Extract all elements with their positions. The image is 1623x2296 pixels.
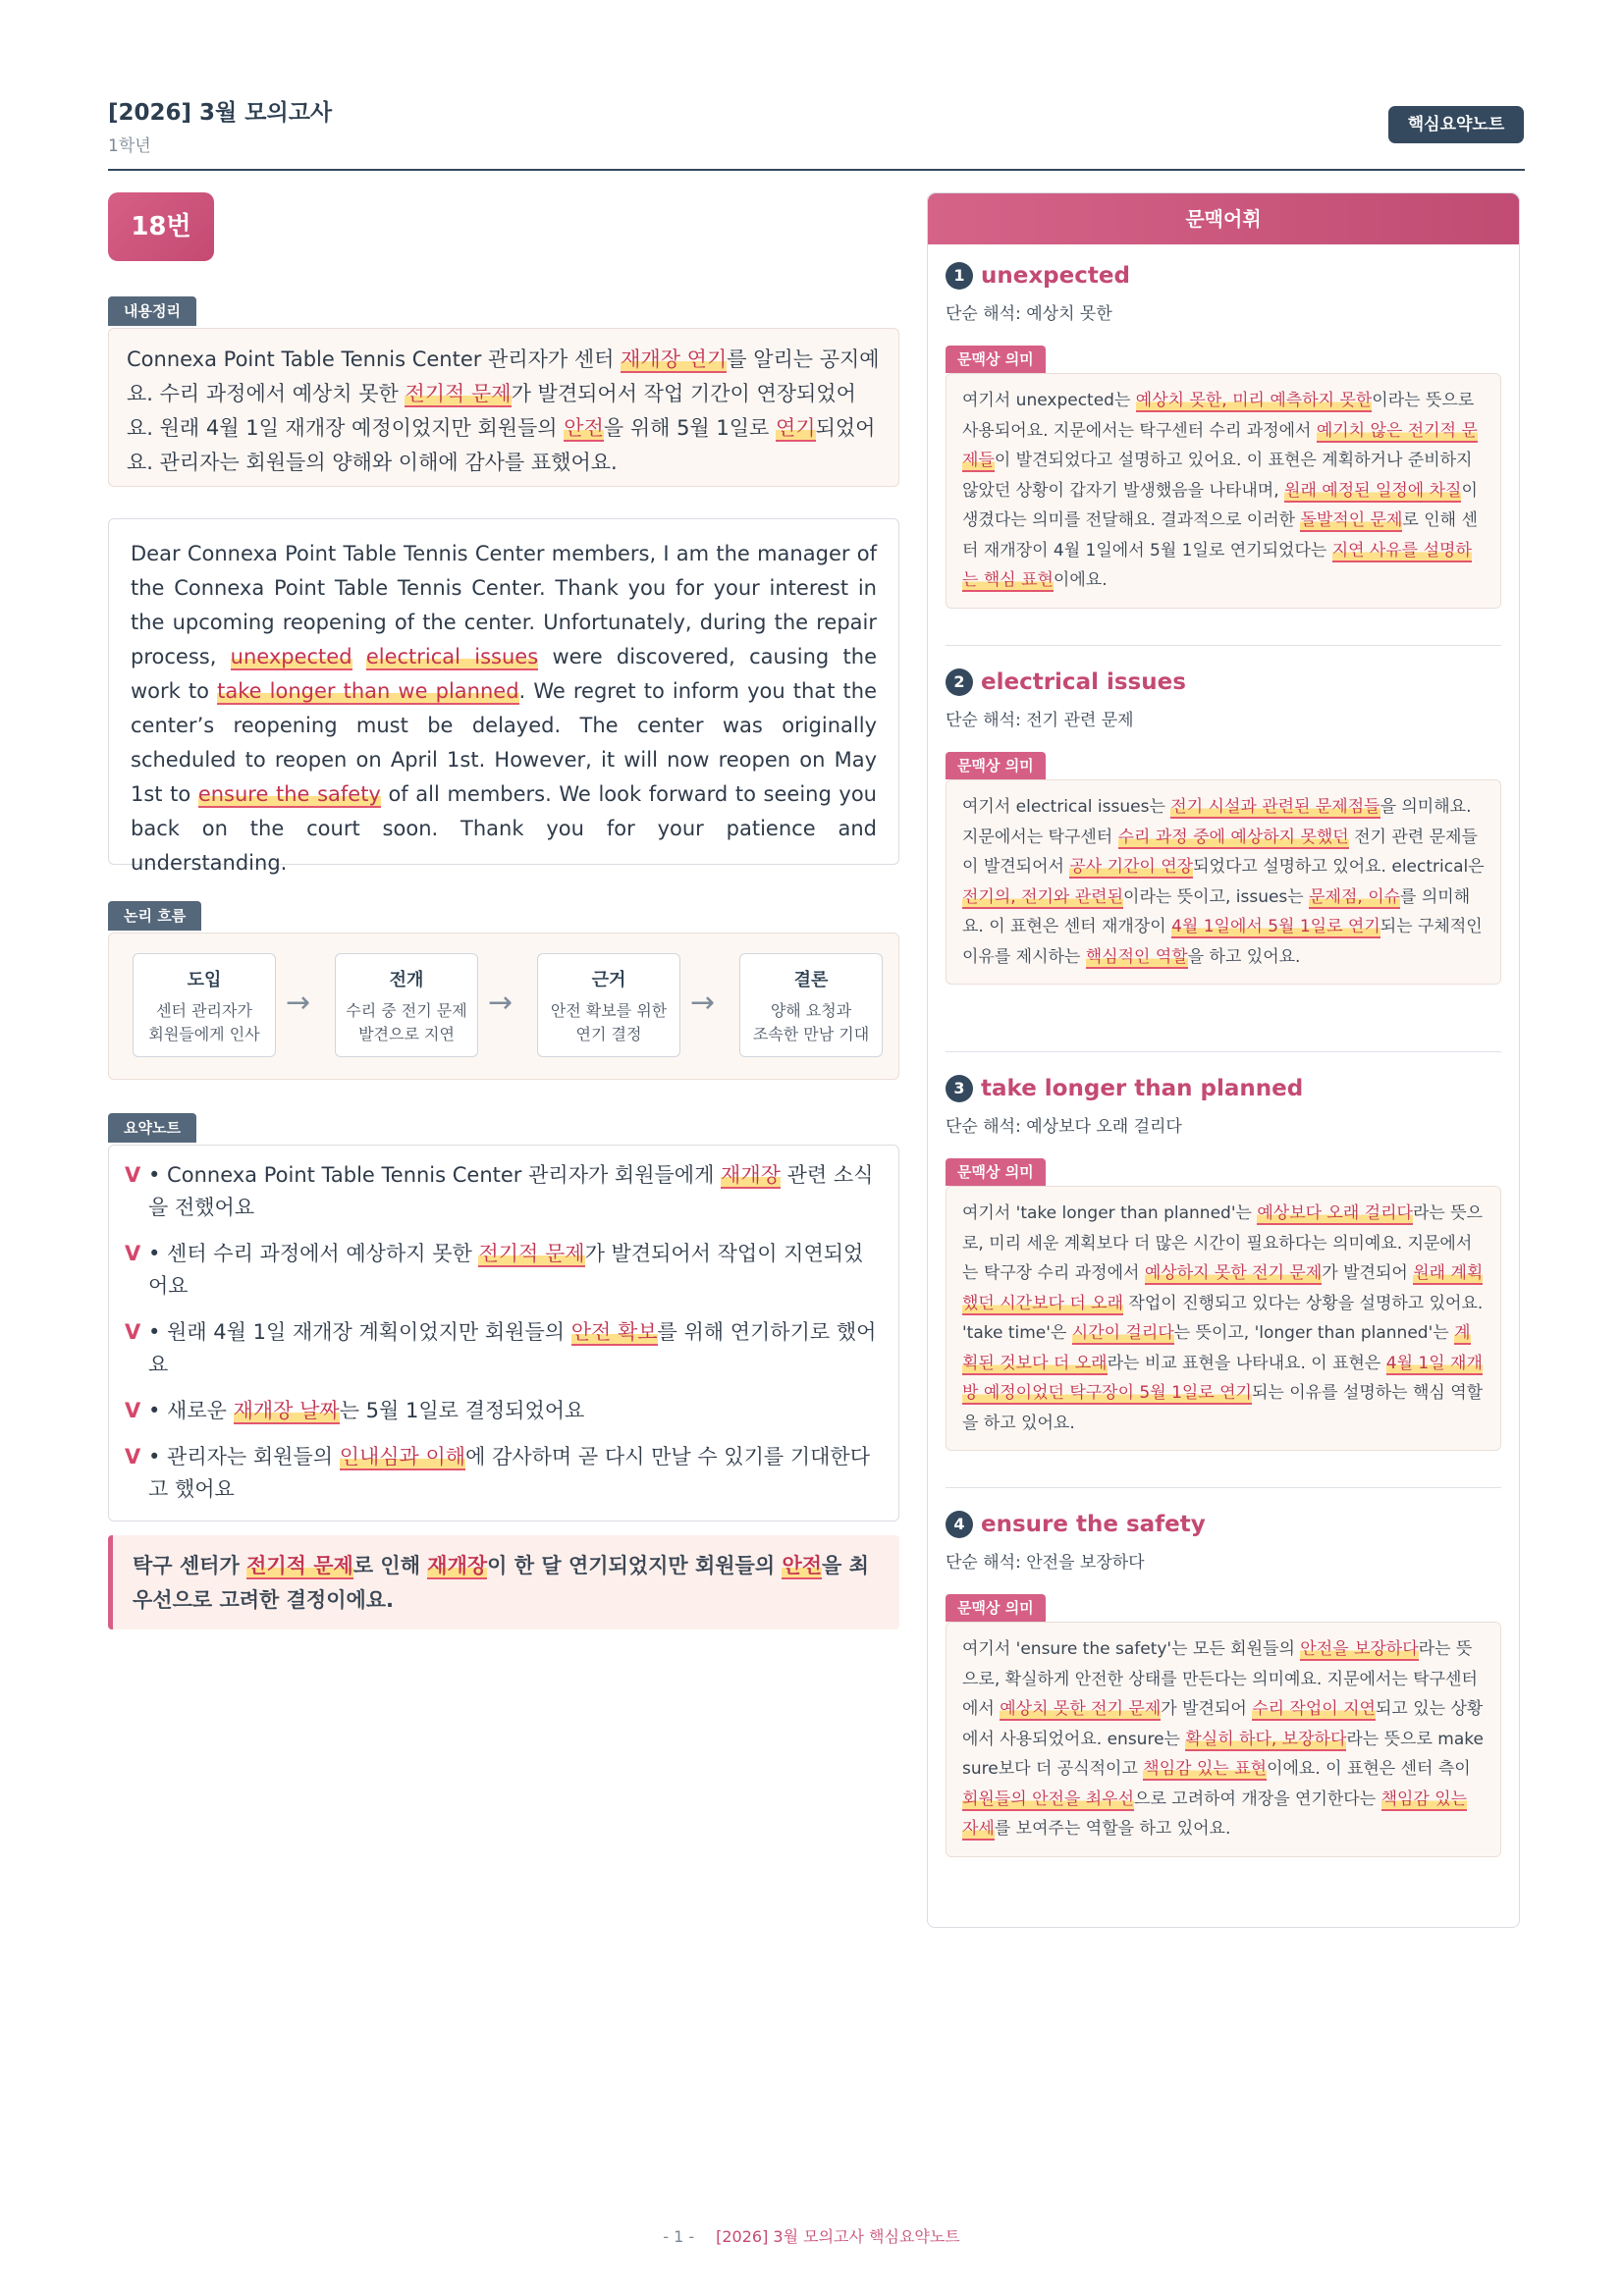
context-text: 이라는 뜻으로 사용되어요. 지문에서는 탁구센터 수리 과정에서: [962, 391, 1475, 441]
vocab-number: 4: [946, 1511, 973, 1538]
context-text: 라는 뜻으로 make sure보다 더 공식적이고: [962, 1729, 1484, 1779]
vocab-number: 2: [946, 668, 973, 696]
context-text: 을 의미해요. 지문에서는 탁구센터: [962, 797, 1472, 847]
context-text: 되는 구체적인 이유를 제시하는: [962, 917, 1483, 967]
footer-title: [2026] 3월 모의고사 핵심요약노트: [716, 2227, 960, 2246]
note-item: V • 관리자는 회원들의 인내심과 이해에 감사하며 곧 다시 만날 수 있기를 기대한다고 했어요: [125, 1441, 883, 1506]
flow-step-desc: 안전 확보를 위한 연기 결정: [550, 1001, 668, 1043]
context-highlight: 수리 작업이 지연: [1252, 1699, 1376, 1719]
english-passage: [108, 518, 899, 875]
context-text: 이 발견되었다고 설명하고 있어요. 이 표현은 계획하거나 준비하지 않았던 상황이 갑자기 발생했음을 나타내며,: [962, 451, 1473, 501]
page-number: - 1 -: [663, 2227, 695, 2246]
vocab-simple-meaning: 단순 해석: 예상보다 오래 걸리다: [946, 1117, 1182, 1137]
passage-text: Dear Connexa Point Table Tennis Center members, I am the manager of the Connexa Point Table Tennis Center. Thank you for your interest in the upcoming reopening of the center. Unfortunately, during the repair process,: [131, 542, 877, 668]
context-text: 여기서 'ensure the safety'는 모든 회원들의: [962, 1639, 1301, 1659]
vocab-simple-meaning: 단순 해석: 안전을 보장하다: [946, 1553, 1145, 1573]
context-text: 라는 뜻으로, 확실하게 안전한 상태를 만든다는 의미예요. 지문에서는 탁구센터에서: [962, 1639, 1478, 1719]
note-highlight: 전기적 문제: [478, 1242, 585, 1265]
context-text: 로 인해 센터 재개장이 4월 1일에서 5월 1일로 연기되었다는: [962, 510, 1478, 561]
context-highlight: 책임감 있는 표현: [1143, 1759, 1268, 1779]
passage-text: were discovered, causing the work to: [131, 645, 878, 703]
context-text: 작업이 진행되고 있다는 상황을 설명하고 있어요. 'take time'은: [962, 1293, 1484, 1343]
context-text: 라는 뜻으로, 미리 세운 계획보다 더 많은 시간이 필요하다는 의미예요. 지문에서는 탁구장 수리 과정에서: [962, 1203, 1484, 1283]
summary-highlight: 연기: [776, 416, 816, 440]
context-text: 이라는 뜻이고, issues는: [1123, 886, 1310, 907]
vocab-context-body: [946, 779, 1501, 985]
summary-text: 를 알리는 공지예요. 수리 과정에서 예상치 못한: [127, 347, 880, 405]
vocab-item: [946, 1511, 1501, 1857]
vocab-divider: [946, 645, 1501, 646]
context-highlight: 4월 1일에서 5월 1일로 연기: [1171, 917, 1380, 936]
flow-step-title: 도입: [187, 970, 222, 990]
vocab-word: electrical issues: [981, 669, 1186, 695]
summary-highlight: 전기적 문제: [405, 382, 512, 405]
conclusion-highlight: 전기적 문제: [246, 1554, 353, 1577]
context-highlight: 안전을 보장하다: [1300, 1639, 1419, 1659]
context-text: 을 하고 있어요.: [1187, 946, 1301, 967]
check-icon: V: [125, 1445, 141, 1468]
logic-flow: [108, 933, 899, 1080]
context-highlight: 공사 기간이 연장: [1069, 857, 1194, 877]
context-highlight: 전기의, 전기와 관련된: [962, 886, 1124, 907]
question-number-badge: 18번: [108, 192, 214, 261]
context-text: 여기서 unexpected는: [962, 391, 1136, 410]
summary-text: 을 위해 5월 1일로: [603, 416, 776, 440]
flow-step-development: [335, 953, 478, 1057]
flow-step-desc: 수리 중 전기 문제 발견으로 지연: [346, 1001, 467, 1043]
context-highlight: 예상치 못한 전기 문제: [1000, 1699, 1162, 1719]
context-text: 를 보여주는 역할을 하고 있어요.: [994, 1819, 1231, 1839]
passage-highlight: ensure the safety: [197, 782, 381, 806]
context-highlight: 시간이 걸리다: [1071, 1323, 1174, 1343]
note-item: V • 원래 4월 1일 재개장 계획이었지만 회원들의 안전 확보를 위해 연기하기로 했어요: [125, 1316, 883, 1381]
context-highlight: 예상보다 오래 걸리다: [1257, 1203, 1413, 1223]
context-text: 가 발견되어: [1322, 1263, 1414, 1283]
summary-text: 되었어요. 관리자는 회원들의 양해와 이해에 감사를 표했어요.: [127, 416, 876, 474]
summary-text: Connexa Point Table Tennis Center 관리자가 센터: [127, 347, 622, 371]
flow-tag: 논리 흐름: [108, 901, 201, 931]
conclusion-highlight: 재개장: [427, 1554, 488, 1577]
context-highlight: 원래 예정된 일정에 차질: [1284, 480, 1462, 501]
context-text: 되고 있는 상황에서 사용되었어요. ensure는: [962, 1699, 1484, 1749]
grade-label: 1학년: [108, 136, 151, 156]
vocab-divider: [946, 1051, 1501, 1052]
context-text: 되었다고 설명하고 있어요. electrical은: [1193, 857, 1485, 877]
passage-text: of all members. We look forward to seeing you back on the court soon. Thank you for your patience and understanding.: [131, 782, 877, 875]
context-text: 를 의미해요. 이 표현은 센터 재개장이: [962, 886, 1471, 936]
flow-step-evidence: [537, 953, 680, 1057]
context-text: 이에요. 이 표현은 센터 측이: [1267, 1759, 1471, 1779]
vocab-word: unexpected: [981, 263, 1130, 289]
note-highlight: 안전 확보: [570, 1320, 658, 1344]
summary-tag: 내용정리: [108, 296, 196, 326]
context-tag: 문맥상 의미: [946, 752, 1046, 779]
flow-arrow-icon: →: [488, 986, 514, 1020]
context-text: 라는 비교 표현을 나타내요. 이 표현은: [1107, 1353, 1386, 1373]
vocab-item: [946, 668, 1501, 985]
context-highlight: 책임감 있는 자세: [962, 1789, 1468, 1839]
summary-notes: [108, 1145, 899, 1522]
context-text: 되는 이유를 설명하는 핵심 역할을 하고 있어요.: [962, 1383, 1484, 1433]
context-highlight: 돌발적인 문제: [1300, 510, 1403, 530]
context-tag: 문맥상 의미: [946, 346, 1046, 373]
context-highlight: 원래 계획했던 시간보다 더 오래: [962, 1263, 1484, 1313]
context-tag: 문맥상 의미: [946, 1594, 1046, 1622]
vocab-item: [946, 262, 1501, 609]
passage-highlight: take longer than we planned: [217, 679, 519, 703]
note-highlight: 재개장: [721, 1163, 781, 1187]
vocab-simple-meaning: 단순 해석: 예상치 못한: [946, 304, 1112, 324]
note-item: V • 센터 수리 과정에서 예상하지 못한 전기적 문제가 발견되어서 작업이 지연되었어요: [125, 1238, 883, 1303]
context-vocab-panel: [927, 192, 1520, 1928]
check-icon: V: [125, 1320, 141, 1344]
note-type-badge: 핵심요약노트: [1388, 106, 1524, 143]
context-highlight: 예상하지 못한 전기 문제: [1144, 1263, 1323, 1283]
flow-arrow-icon: →: [690, 986, 716, 1020]
vocab-word: ensure the safety: [981, 1512, 1206, 1537]
context-text: 전기 관련 문제들이 발견되어서: [962, 827, 1478, 877]
context-highlight: 확실히 하다, 보장하다: [1185, 1729, 1347, 1749]
vocab-panel-title: 문맥어휘: [928, 193, 1519, 244]
page-footer: [0, 2224, 1623, 2247]
note-item: V • Connexa Point Table Tennis Center 관리자가 회원들에게 재개장 관련 소식을 전했어요: [125, 1159, 883, 1224]
context-highlight: 문제점, 이슈: [1309, 886, 1401, 907]
flow-step-intro: [133, 953, 276, 1057]
notes-tag: 요약노트: [108, 1113, 196, 1143]
summary-highlight: 재개장 연기: [621, 347, 728, 371]
check-icon: V: [125, 1242, 141, 1265]
check-icon: V: [125, 1399, 141, 1422]
vocab-context-body: [946, 1186, 1501, 1451]
context-text: 이에요.: [1053, 570, 1108, 590]
note-highlight: 인내심과 이해: [339, 1445, 466, 1468]
passage-text: [352, 645, 366, 668]
passage-highlight: electrical issues: [365, 645, 539, 668]
check-icon: V: [125, 1163, 141, 1187]
flow-step-desc: 양해 요청과 조속한 만남 기대: [752, 1001, 870, 1043]
context-highlight: 지연 사유를 설명하는 핵심 표현: [962, 540, 1472, 590]
vocab-simple-meaning: 단순 해석: 전기 관련 문제: [946, 711, 1134, 730]
flow-step-desc: 센터 관리자가 회원들에게 인사: [148, 1001, 260, 1043]
context-highlight: 수리 과정 중에 예상하지 못했던: [1117, 827, 1349, 847]
vocab-context-body: [946, 373, 1501, 609]
vocab-word: take longer than planned: [981, 1076, 1304, 1101]
flow-step-title: 결론: [793, 970, 829, 990]
context-highlight: 회원들의 안전을 최우선: [962, 1789, 1135, 1809]
flow-arrow-icon: →: [286, 986, 311, 1020]
vocab-divider: [946, 1487, 1501, 1488]
vocab-item: [946, 1075, 1501, 1451]
context-highlight: 계획된 것보다 더 오래: [962, 1323, 1471, 1373]
context-highlight: 예기치 않은 전기적 문제들: [962, 420, 1478, 470]
context-highlight: 핵심적인 역할: [1085, 946, 1188, 967]
context-text: 여기서 'take longer than planned'는: [962, 1203, 1258, 1223]
flow-step-conclusion: [739, 953, 883, 1057]
context-text: 이 생겼다는 의미를 전달해요. 결과적으로 이러한: [962, 480, 1478, 530]
vocab-number: 3: [946, 1075, 973, 1102]
context-text: 는 뜻이고, 'longer than planned'는: [1173, 1323, 1455, 1343]
document-title: [2026] 3월 모의고사: [108, 100, 333, 126]
passage-text: . We regret to inform you that the center’s reopening must be delayed. The center was originally scheduled to reopen on April 1st. However, it will now reopen on May 1st to: [131, 679, 877, 806]
conclusion-callout: 탁구 센터가 전기적 문제로 인해 재개장이 한 달 연기되었지만 회원들의 안전을 최우선으로 고려한 결정이에요.: [108, 1535, 899, 1629]
vocab-context-body: [946, 1622, 1501, 1857]
summary-highlight: 안전: [564, 416, 604, 440]
context-text: 가 발견되어: [1161, 1699, 1253, 1719]
note-highlight: 재개장 날짜: [233, 1399, 340, 1422]
context-highlight: 예상치 못한, 미리 예측하지 못한: [1135, 391, 1373, 410]
context-highlight: 4월 1일 재개방 예정이었던 탁구장이 5월 1일로 연기: [962, 1353, 1483, 1403]
context-tag: 문맥상 의미: [946, 1158, 1046, 1186]
context-text: 여기서 electrical issues는: [962, 797, 1171, 817]
header-divider: [108, 169, 1525, 171]
flow-step-title: 근거: [591, 970, 626, 990]
content-summary: [108, 328, 899, 487]
summary-text: 가 발견되어서 작업 기간이 연장되었어요. 원래 4월 1일 재개장 예정이었지만 회원들의: [127, 382, 856, 440]
flow-step-title: 전개: [389, 970, 424, 990]
conclusion-highlight: 안전: [782, 1554, 823, 1577]
note-item: V • 새로운 재개장 날짜는 5월 1일로 결정되었어요: [125, 1395, 883, 1427]
vocab-number: 1: [946, 262, 973, 290]
passage-highlight: unexpected: [230, 645, 352, 668]
context-text: 으로 고려하여 개장을 연기한다는: [1134, 1789, 1381, 1809]
context-highlight: 전기 시설과 관련된 문제점들: [1170, 797, 1380, 817]
